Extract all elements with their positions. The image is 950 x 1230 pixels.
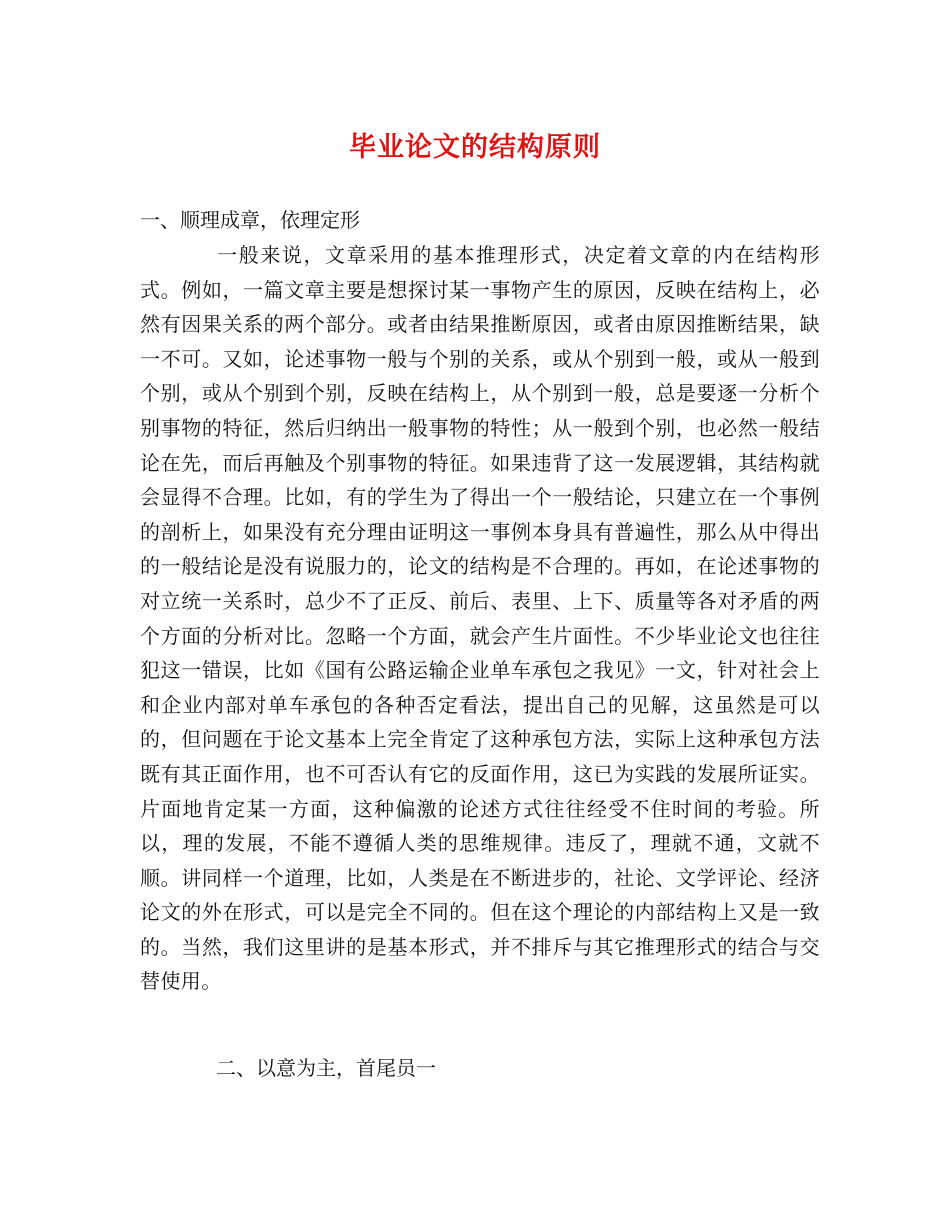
section-heading-1: 一、顺理成章，依理定形 (140, 208, 360, 232)
paragraph-text: 一般来说，文章采用的基本推理形式，决定着文章的内在结构形式。例如，一篇文章主要是想探讨某一事物产生的原因，反映在结构上，必然有因果关系的两个部分。或者由结果推断原因，或者由原因推断结果，缺一不可。又如，论述事物一般与个别的关系，或从个别到一般，或从一般到个别，或从个别到个别，反映在结构上，从个别到一般，总是要逐一分析个别事物的特征，然后归纳出一般事物的特性；从一般到个别，也必然一般结论在先，而后再触及个别事物的特征。如果违背了这一发展逻辑，其结构就会显得不合理。比如，有的学生为了得出一个一般结论，只建立在一个事例的剖析上，如果没有充分理由证明这一事例本身具有普遍性，那么从中得出的一般结论是没有说服力的，论文的结构是不合理的。再如，在论述事物的对立统一关系时，总少不了正反、前后、表里、上下、质量等各对矛盾的两个方面的分析对比。忽略一个方面，就会产生片面性。不少毕业论文也往往犯这一错误，比如《国有公路运输企业单车承包之我见》一文，针对社会上和企业内部对单车承包的各种否定看法，提出自己的见解，这虽然是可以的，但问题在于论文基本上完全肯定了这种承包方法，实际上这种承包方法既有其正面作用，也不可否认有它的反面作用，这已为实践的发展所证实。片面地肯定某一方面，这种偏激的论述方式往往经受不住时间的考验。所以，理的发展，不能不遵循人类的思维规律。违反了，理就不通，文就不顺。讲同样一个道理，比如，人类是在不断进步的，社论、文学评论、经济论文的外在形式，可以是完全不同的。但在这个理论的内部结构上又是一致的。当然，我们这里讲的是基本形式，并不排斥与其它推理形式的结合与交替使用。 (140, 243, 820, 994)
document-title: 毕业论文的结构原则 (349, 132, 601, 163)
section-heading-2: 二、以意为主，首尾员一 (216, 1056, 436, 1080)
body-paragraph (140, 238, 820, 999)
